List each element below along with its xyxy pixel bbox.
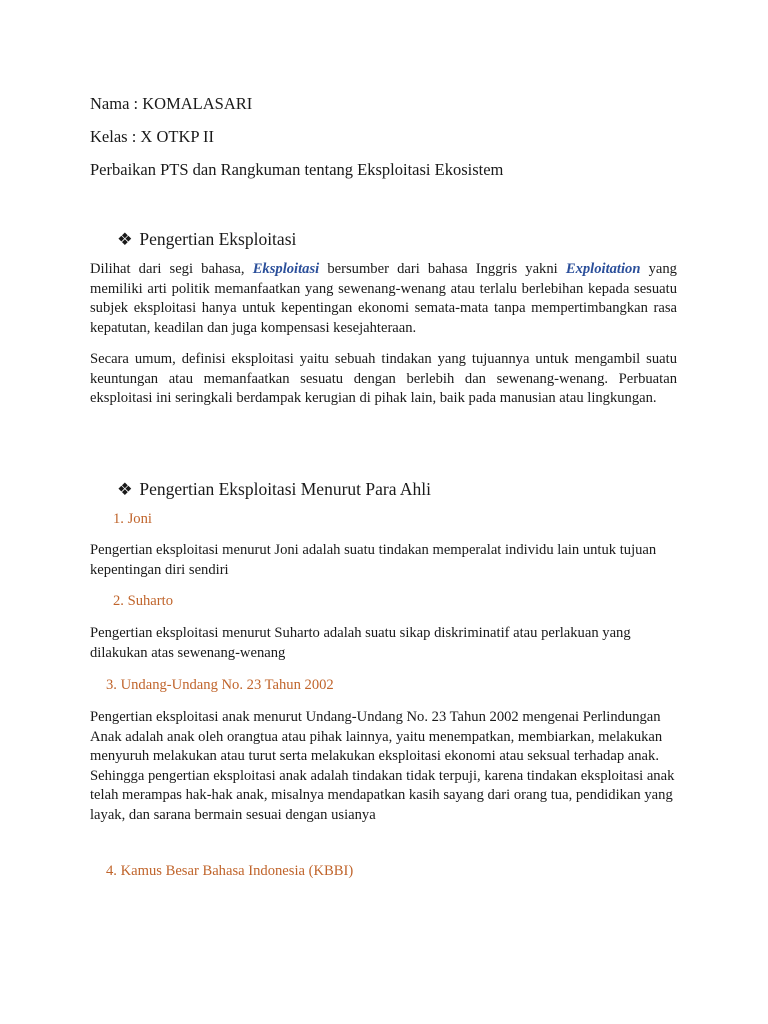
list-item-text: Pengertian eksploitasi menurut Suharto adalah suatu sikap diskriminatif atau perlakuan yang dilakukan atas sewenang-wenang <box>90 625 631 661</box>
keyword-exploitation: Exploitation <box>565 261 641 277</box>
paragraph-definition-2: Secara umum, definisi eksploitasi yaitu sebuah tindakan yang tujuannya untuk mengambil suatu keuntungan atau memanfaatkan sesuatu dengan berlebih dan sewenang-wenang. Perbuatan eksploitasi ini seringkali berdampak kerugian di pihak lain, baik pada manusian atau lingkungan. <box>90 351 677 406</box>
keyword-eksploitasi: Eksploitasi <box>252 261 320 277</box>
section-heading-para-ahli <box>117 479 431 500</box>
list-item-label: 3. Undang-Undang No. 23 Tahun 2002 <box>106 677 334 693</box>
section-heading-pengertian <box>117 229 296 250</box>
paragraph-text: yang memiliki arti politik memanfaatkan yang sewenang-wenang atau terlalu berlebihan kepada sesuatu subjek eksploitasi hanya untuk kepentingan ekonomi semata-mata tanpa mempertimbangkan rasa kepatutan, keadilan dan juga kompensasi kesejahteraan. <box>90 261 677 336</box>
document-title: Perbaikan PTS dan Rangkuman tentang Eksploitasi Ekosistem <box>90 160 504 179</box>
paragraph-definition-1 <box>90 260 677 338</box>
paragraph-text: Dilihat dari segi bahasa, <box>90 261 253 277</box>
list-item-label: 4. Kamus Besar Bahasa Indonesia (KBBI) <box>106 863 354 879</box>
diamond-bullet-icon: ❖ <box>117 479 133 499</box>
paragraph-text: bersumber dari bahasa Inggris yakni <box>319 261 566 277</box>
section-title: Pengertian Eksploitasi <box>139 229 297 249</box>
student-class: Kelas : X OTKP II <box>90 127 215 146</box>
list-item-text: Pengertian eksploitasi anak menurut Undang-Undang No. 23 Tahun 2002 mengenai Perlindungan Anak adalah anak oleh orangtua atau pihak lainnya, yaitu menempatkan, membiarkan, melakukan menyuruh melakukan atau turut serta melakukan eksploitasi ekonomi atau seksual terhadap anak. Sehingga pengertian eksploitasi anak adalah tindakan tidak terpuji, karena tindakan eksploitasi anak telah merampas hak-hak anak, misalnya mendapatkan kasih sayang dari orang tua, pendidikan yang layak, dan sarana bermain sesuai dengan usianya <box>90 709 675 823</box>
list-item-label: 1. Joni <box>113 511 152 527</box>
student-name: Nama : KOMALASARI <box>90 94 253 113</box>
diamond-bullet-icon: ❖ <box>117 229 133 249</box>
section-title: Pengertian Eksploitasi Menurut Para Ahli <box>139 479 431 499</box>
list-item-text: Pengertian eksploitasi menurut Joni adalah suatu tindakan memperalat individu lain untuk tujuan kepentingan diri sendiri <box>90 542 657 578</box>
list-item-label: 2. Suharto <box>113 593 173 609</box>
